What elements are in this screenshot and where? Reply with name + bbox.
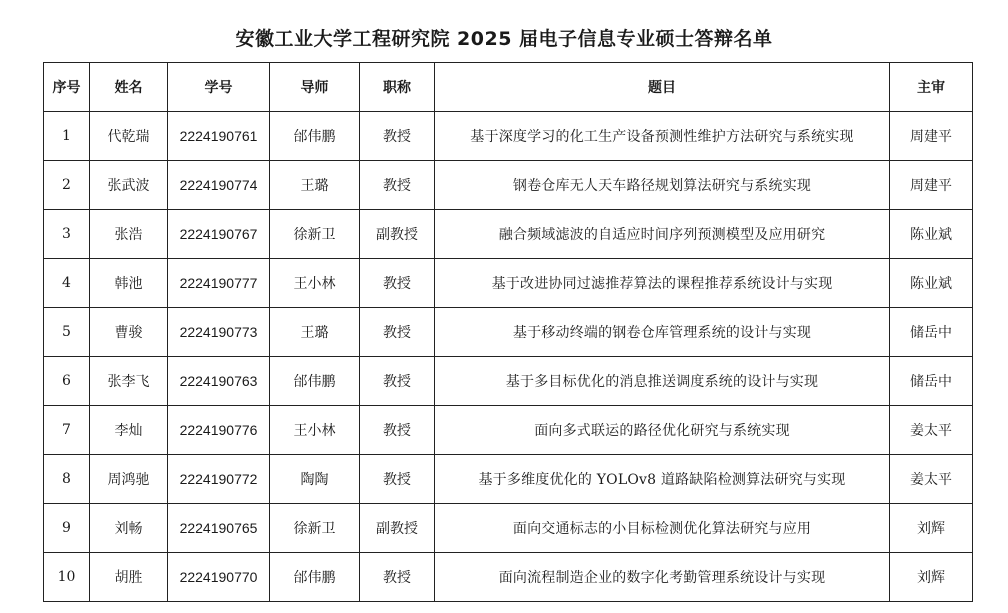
cell-chief-reviewer: 周建平 bbox=[890, 161, 973, 210]
table-row bbox=[44, 210, 973, 259]
cell-advisor: 邰伟鹏 bbox=[270, 357, 360, 406]
cell-index: 3 bbox=[44, 210, 90, 259]
table-row bbox=[44, 308, 973, 357]
cell-student-id: 2224190765 bbox=[168, 504, 270, 553]
cell-student-id: 2224190776 bbox=[168, 406, 270, 455]
cell-index: 8 bbox=[44, 455, 90, 504]
cell-topic: 基于深度学习的化工生产设备预测性维护方法研究与系统实现 bbox=[435, 112, 890, 161]
cell-advisor: 王小林 bbox=[270, 259, 360, 308]
cell-title-rank: 副教授 bbox=[360, 210, 435, 259]
cell-chief-reviewer: 储岳中 bbox=[890, 308, 973, 357]
header-topic: 题目 bbox=[435, 63, 890, 112]
cell-title-rank: 教授 bbox=[360, 455, 435, 504]
cell-student-id: 2224190761 bbox=[168, 112, 270, 161]
cell-chief-reviewer: 陈业斌 bbox=[890, 259, 973, 308]
table-row bbox=[44, 455, 973, 504]
cell-chief-reviewer: 刘辉 bbox=[890, 504, 973, 553]
table-header-row bbox=[44, 63, 973, 112]
cell-name: 张浩 bbox=[90, 210, 168, 259]
cell-title-rank: 教授 bbox=[360, 553, 435, 602]
header-title-rank: 职称 bbox=[360, 63, 435, 112]
cell-topic: 面向流程制造企业的数字化考勤管理系统设计与实现 bbox=[435, 553, 890, 602]
cell-student-id: 2224190774 bbox=[168, 161, 270, 210]
table-row bbox=[44, 504, 973, 553]
table-row bbox=[44, 112, 973, 161]
cell-title-rank: 教授 bbox=[360, 406, 435, 455]
cell-advisor: 王璐 bbox=[270, 308, 360, 357]
cell-student-id: 2224190763 bbox=[168, 357, 270, 406]
table-row bbox=[44, 161, 973, 210]
cell-chief-reviewer: 姜太平 bbox=[890, 455, 973, 504]
cell-topic: 基于多维度优化的 YOLOv8 道路缺陷检测算法研究与实现 bbox=[435, 455, 890, 504]
header-student-id: 学号 bbox=[168, 63, 270, 112]
cell-name: 张李飞 bbox=[90, 357, 168, 406]
cell-title-rank: 教授 bbox=[360, 259, 435, 308]
header-advisor: 导师 bbox=[270, 63, 360, 112]
cell-index: 9 bbox=[44, 504, 90, 553]
cell-advisor: 邰伟鹏 bbox=[270, 553, 360, 602]
cell-topic: 钢卷仓库无人天车路径规划算法研究与系统实现 bbox=[435, 161, 890, 210]
table-body bbox=[44, 112, 973, 602]
cell-name: 刘畅 bbox=[90, 504, 168, 553]
defense-roster-table bbox=[43, 62, 973, 602]
cell-topic: 面向交通标志的小目标检测优化算法研究与应用 bbox=[435, 504, 890, 553]
cell-topic: 面向多式联运的路径优化研究与系统实现 bbox=[435, 406, 890, 455]
page-title: 安徽工业大学工程研究院 2025 届电子信息专业硕士答辩名单 bbox=[235, 28, 773, 50]
cell-topic: 基于多目标优化的消息推送调度系统的设计与实现 bbox=[435, 357, 890, 406]
cell-title-rank: 副教授 bbox=[360, 504, 435, 553]
cell-student-id: 2224190772 bbox=[168, 455, 270, 504]
cell-chief-reviewer: 周建平 bbox=[890, 112, 973, 161]
cell-advisor: 徐新卫 bbox=[270, 504, 360, 553]
cell-index: 2 bbox=[44, 161, 90, 210]
cell-index: 10 bbox=[44, 553, 90, 602]
cell-name: 周鸿驰 bbox=[90, 455, 168, 504]
cell-title-rank: 教授 bbox=[360, 112, 435, 161]
cell-advisor: 王璐 bbox=[270, 161, 360, 210]
cell-name: 韩池 bbox=[90, 259, 168, 308]
cell-title-rank: 教授 bbox=[360, 308, 435, 357]
table-row bbox=[44, 553, 973, 602]
cell-chief-reviewer: 姜太平 bbox=[890, 406, 973, 455]
table-row bbox=[44, 259, 973, 308]
cell-index: 7 bbox=[44, 406, 90, 455]
cell-student-id: 2224190773 bbox=[168, 308, 270, 357]
cell-name: 胡胜 bbox=[90, 553, 168, 602]
cell-index: 1 bbox=[44, 112, 90, 161]
cell-advisor: 邰伟鹏 bbox=[270, 112, 360, 161]
cell-title-rank: 教授 bbox=[360, 357, 435, 406]
cell-topic: 基于改进协同过滤推荐算法的课程推荐系统设计与实现 bbox=[435, 259, 890, 308]
cell-name: 张武波 bbox=[90, 161, 168, 210]
cell-chief-reviewer: 储岳中 bbox=[890, 357, 973, 406]
cell-chief-reviewer: 刘辉 bbox=[890, 553, 973, 602]
cell-index: 4 bbox=[44, 259, 90, 308]
header-chief-reviewer: 主审 bbox=[890, 63, 973, 112]
cell-advisor: 陶陶 bbox=[270, 455, 360, 504]
cell-name: 曹骏 bbox=[90, 308, 168, 357]
cell-name: 李灿 bbox=[90, 406, 168, 455]
cell-chief-reviewer: 陈业斌 bbox=[890, 210, 973, 259]
cell-index: 6 bbox=[44, 357, 90, 406]
cell-advisor: 王小林 bbox=[270, 406, 360, 455]
cell-student-id: 2224190770 bbox=[168, 553, 270, 602]
header-name: 姓名 bbox=[90, 63, 168, 112]
cell-topic: 融合频域滤波的自适应时间序列预测模型及应用研究 bbox=[435, 210, 890, 259]
cell-student-id: 2224190767 bbox=[168, 210, 270, 259]
cell-index: 5 bbox=[44, 308, 90, 357]
cell-topic: 基于移动终端的钢卷仓库管理系统的设计与实现 bbox=[435, 308, 890, 357]
cell-student-id: 2224190777 bbox=[168, 259, 270, 308]
cell-name: 代乾瑞 bbox=[90, 112, 168, 161]
cell-advisor: 徐新卫 bbox=[270, 210, 360, 259]
table-row bbox=[44, 406, 973, 455]
header-index: 序号 bbox=[44, 63, 90, 112]
table-row bbox=[44, 357, 973, 406]
cell-title-rank: 教授 bbox=[360, 161, 435, 210]
